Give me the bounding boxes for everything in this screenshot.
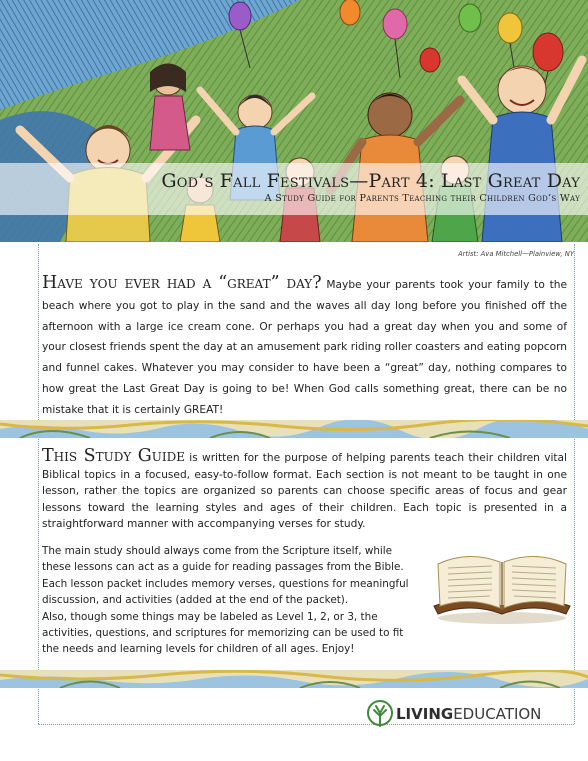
logo-wordmark	[396, 705, 541, 723]
tree-logo-icon	[366, 700, 394, 730]
scripture-body-1: The main study should always come from the Scripture itself, while these lessons can act as a guide for reading passages from the Bible. Each lesson packet includes memory verses, questions for meaningful discussion, and activities (added at the end of the packet).	[42, 545, 409, 607]
open-bible-icon	[428, 544, 576, 626]
study-guide-body: is written for the purpose of helping parents teach their children vital Biblical topics in a focused, easy-to-follow format. Each section is not meant to be taught in one lesson, rather the topics are organized so parents can choose specific areas of focus and gear lessons toward the learning styles and ages of their children. Each topic is presented in a straightforward manner with accompanying verses for study.	[42, 452, 567, 531]
logo-brand-bold: LIVING	[396, 705, 454, 723]
art-divider-strip-bottom	[0, 670, 588, 688]
intro-lead: Have you ever had a “great” day?	[42, 273, 322, 293]
intro-body: Maybe your parents took your family to the beach where you got to play in the sand and the waves all day long before you finished off the afternoon with a large ice cream cone. Or perhaps you had a great day when you and some of your closest friends spent the day at an amusement park riding roller coasters and eating popcorn and funnel cakes. Whatever you may consider to have been a “great” day, nothing compares to how great the Last Great Day is going to be! When God calls something great, there can be no mistake that it is certainly GREAT!	[42, 279, 567, 416]
study-guide-paragraph	[42, 448, 567, 533]
art-divider-strip	[0, 420, 588, 438]
artist-credit: Artist: Ava Mitchell—Plainview, NY	[458, 250, 574, 258]
intro-paragraph	[42, 273, 567, 421]
logo-brand-rest: EDUCATION	[453, 705, 542, 723]
page-title: God’s Fall Festivals—Part 4: Last Great Day	[161, 170, 580, 192]
margin-guide-right	[574, 244, 575, 724]
margin-guide-left	[38, 244, 39, 724]
study-guide-lead: This Study Guide	[42, 446, 185, 466]
scripture-body-2: Also, though some things may be labeled as Level 1, 2, or 3, the activities, questions, and scriptures for memorizing can be used to fit the needs and learning levels for children of all ages. Enjoy!	[42, 610, 404, 656]
scripture-paragraph	[42, 543, 420, 658]
page-subtitle: A Study Guide for Parents Teaching their Children God’s Way	[264, 193, 580, 204]
